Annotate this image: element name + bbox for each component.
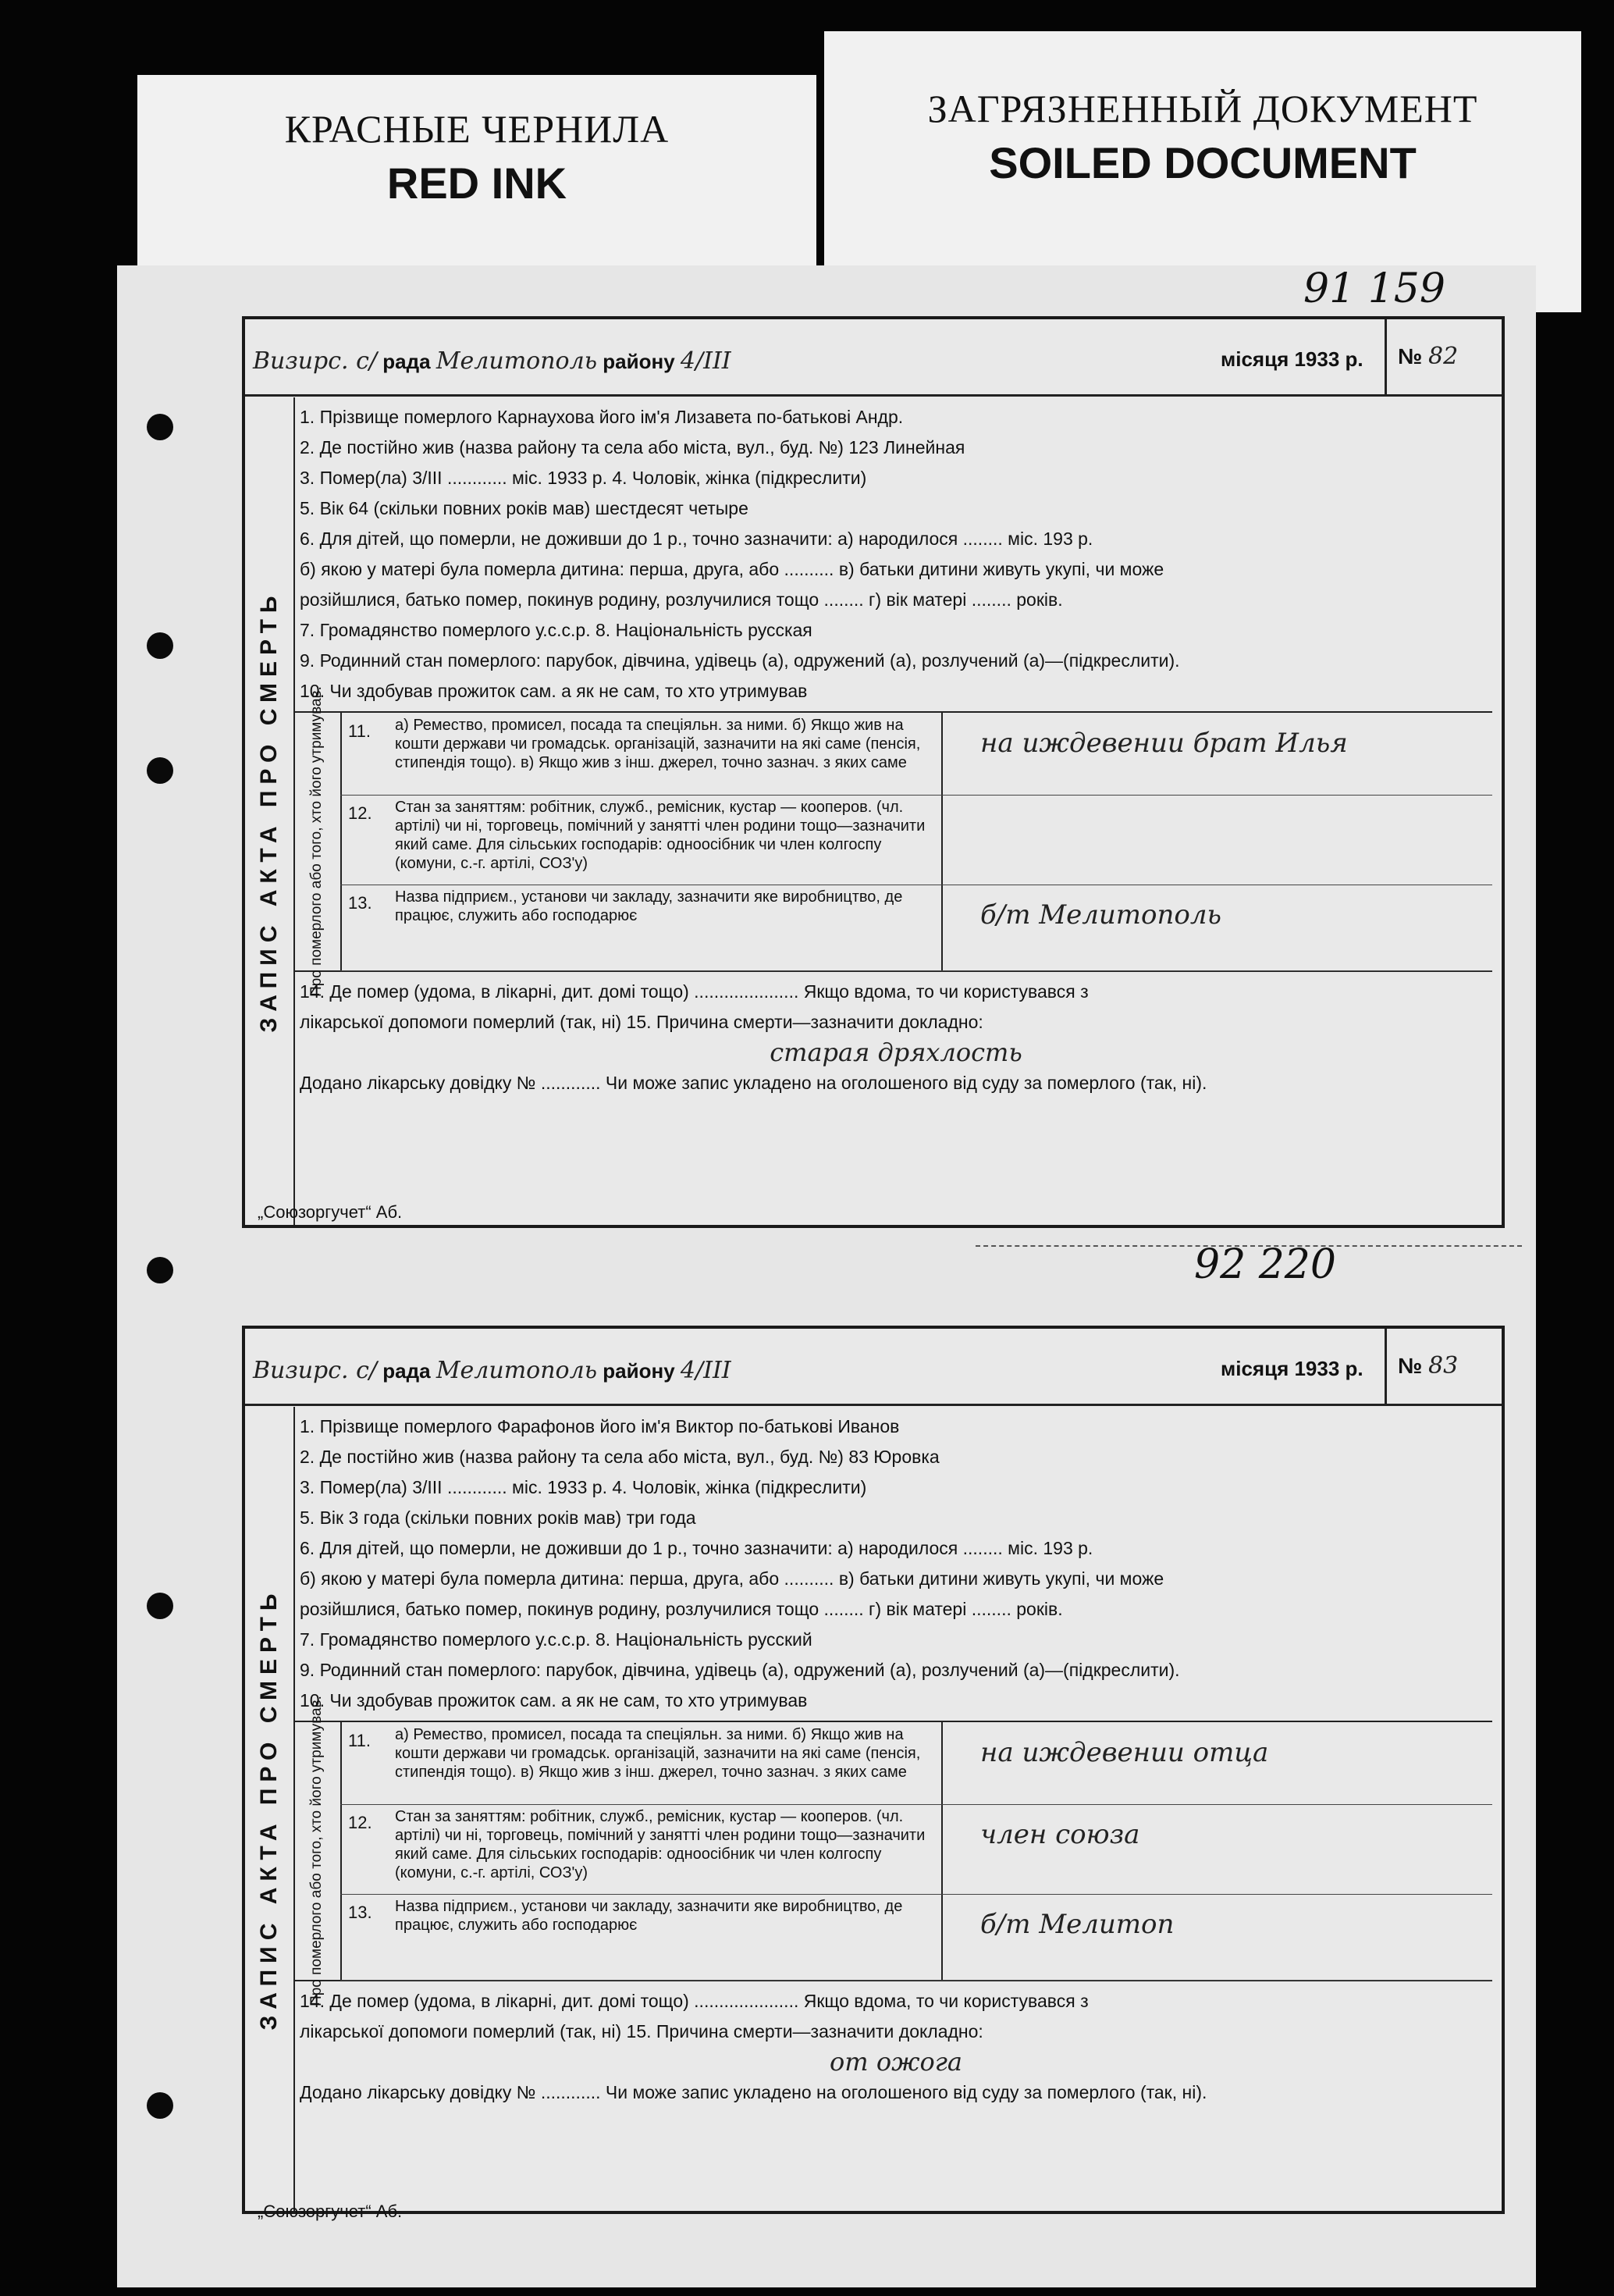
field-row: 14. Де помер (удома, в лікарні, дит. домі тощо) ..................... Якщо вдома, то чи користувався з [300,981,1089,1002]
death-record-2 [242,1326,1505,2214]
field-row: 6. Для дітей, що померли, не доживши до 1 р., точно зазначити: а) народилося ........ міс. 193 р. [300,1538,1093,1558]
field-row: лікарської допомоги померлий (так, ні) 15. Причина смерти—зазначити докладно: [300,1012,983,1032]
side-title-text: ЗАПИС АКТА ПРО СМЕРТЬ [256,589,282,1033]
field-row: 3. Помер(ла) 3/III ............ міс. 1933 р. 4. Чоловік, жінка (підкреслити) [300,468,867,488]
header-line [253,347,1363,375]
document-sheet [117,265,1536,2287]
red-ink-label-ru: КРАСНЫЕ ЧЕРНИЛА [284,107,670,151]
header-date: 4/III [680,347,731,375]
field-row: 6. Для дітей, що померли, не доживши до 1 р., точно зазначити: а) народилося ........ міс. 193 р. [300,529,1093,549]
field-row: 1. Прізвище померлого Карнаухова його ім'я Лизавета по-батькові Андр. [300,407,904,427]
printer-mark-1: „Союзоргучет“ Аб. [258,1202,403,1222]
occupation-number: 12. [348,803,372,823]
record-number-box [1385,319,1502,394]
field-row: 9. Родинний стан померлого: парубок, дівчина, удівець (а), одружений (а), розлучений (а)—(підкреслити). [300,1660,1180,1680]
record-number: 82 [1428,343,1459,370]
field-row: 10. Чи здобував прожиток сам. а як не сам, то хто утримував [300,1690,808,1710]
occupation-question: Назва підприєм., установи чи закладу, зазначити яке виробництво, де працює, служить або господарює [395,1898,903,1934]
field-row: 7. Громадянство померлого у.с.с.р. 8. Національність русский [300,1629,812,1650]
occupation-side-label [293,1696,342,2006]
archive-number-top: 91 159 [1303,265,1445,312]
occupation-number: 11. [348,1731,371,1750]
header-prefix: Визирс. с/ [253,347,378,375]
occupation-row [340,1894,1492,1981]
occupation-question: Стан за заняттям: робітник, служб., ремісник, кустар — кооперов. (чл. артілі) чи ні, торговець, помічний у занятті член родини тощо—зазначити який саме. Для сільських господарів: одноосібник чи член колгоспу (комуни, с.-г. артілі, СОЗ'у) [395,1808,926,1881]
punch-hole [147,757,173,784]
field-row: 5. Вік 3 года (скільки повних років мав) три года [300,1508,696,1528]
record-number: 83 [1428,1352,1459,1379]
occupation-row [340,1804,1492,1895]
field-row: 2. Де постійно жив (назва району та села або міста, вул., буд. №) 83 Юровка [300,1447,940,1467]
occupation-side-label [293,686,342,997]
record-header [245,319,1502,397]
soiled-document-label-en: SOILED DOCUMENT [989,138,1417,187]
side-title-text: ЗАПИС АКТА ПРО СМЕРТЬ [256,1587,282,2031]
occupation-row [340,885,1492,971]
archive-number-middle: 92 220 [1194,1241,1336,1288]
occupation-answer: б/т Мелитополь [980,899,1221,931]
field-row: 14. Де помер (удома, в лікарні, дит. домі тощо) ..................... Якщо вдома, то чи користувався з [300,1991,1089,2011]
occupation-row [340,795,1492,885]
field-row: лікарської допомоги померлий (так, ні) 15. Причина смерти—зазначити докладно: [300,2021,983,2041]
field-row: 1. Прізвище померлого Фарафонов його ім'я Виктор по-батькові Иванов [300,1416,900,1436]
occupation-question: Стан за заняттям: робітник, служб., ремісник, кустар — кооперов. (чл. артілі) чи ні, торговець, помічний у занятті член родини тощо—зазначити який саме. Для сільських господарів: одноосібник чи член колгоспу (комуни, с.-г. артілі, СОЗ'у) [395,799,926,872]
printer-mark-2: „Союзоргучет“ Аб. [258,2202,403,2221]
record-header [245,1329,1502,1406]
header-rada: рада [382,1359,431,1383]
field-row: б) якою у матері була померла дитина: перша, друга, або .......... в) батьки дитини живуть укупі, чи може [300,1568,1164,1589]
occupation-answer: член союза [980,1819,1140,1850]
occupation-number: 13. [348,893,372,913]
record-fields [300,402,1492,1098]
record-number-label: № [1398,344,1423,368]
field-row: 3. Помер(ла) 3/III ............ міс. 1933 р. 4. Чоловік, жінка (підкреслити) [300,1477,867,1497]
record-number-label: № [1398,1354,1423,1378]
header-rayon: району [603,1359,675,1383]
field-row: Додано лікарську довідку № ............ Чи може запис укладено на оголошеного від суду за померлого (так, ні). [300,2082,1207,2102]
field-row: 5. Вік 64 (скільки повних років мав) шестдесят четыре [300,498,748,518]
punch-hole [147,1257,173,1283]
header-date: 4/III [680,1357,731,1384]
occupation-row [340,1722,1492,1805]
occupation-question: а) Ремество, промисел, посада та спеціяльн. за ними. б) Якщо жив на кошти держави чи громадськ. організацій, зазначити на які саме (пенсія, стипендія тощо). в) Якщо жив з інш. джерел, точно зазнач. з яких саме [395,1726,921,1781]
record-number-box [1385,1329,1502,1404]
occupation-question: Назва підприєм., установи чи закладу, зазначити яке виробництво, де працює, служить або господарює [395,888,903,924]
header-line [253,1357,1363,1384]
field-row: 7. Громадянство померлого у.с.с.р. 8. Національність русская [300,620,812,640]
occupation-number: 11. [348,721,371,741]
punch-hole [147,1593,173,1619]
occupation-question: а) Ремество, промисел, посада та спеціяльн. за ними. б) Якщо жив на кошти держави чи громадськ. організацій, зазначити на які саме (пенсія, стипендія тощо). в) Якщо жив з інш. джерел, точно зазнач. з яких саме [395,717,921,771]
field-row: б) якою у матері була померла дитина: перша, друга, або .......... в) батьки дитини живуть укупі, чи може [300,559,1164,579]
occupation-answer: б/т Мелитоп [980,1909,1175,1940]
occupation-answer: на иждевении брат Илья [980,728,1348,759]
occupation-number: 12. [348,1813,372,1832]
side-title [245,1407,295,2211]
field-row: 10. Чи здобував прожиток сам. а як не сам, то хто утримував [300,681,808,701]
header-rada-value: Мелитополь [435,1357,598,1384]
field-row: розійшлися, батько помер, покинув родину, розлучилися тощо ........ г) вік матері ........ років. [300,1599,1063,1619]
record-fields [300,1411,1492,2108]
field-row: от ожога [830,2047,962,2077]
punch-hole [147,632,173,659]
header-month: місяця 1933 р. [1221,1357,1363,1380]
occupation-side-text: Про померлого або того, хто його утримував. [308,1696,325,2006]
header-month: місяця 1933 р. [1221,347,1363,371]
occupation-side-text: Про померлого або того, хто його утримував. [308,686,325,997]
field-row: Додано лікарську довідку № ............ Чи може запис укладено на оголошеного від суду за померлого (так, ні). [300,1073,1207,1093]
side-title [245,397,295,1225]
header-rada-value: Мелитополь [435,347,598,375]
punch-hole [147,414,173,440]
field-row: розійшлися, батько помер, покинув родину, розлучилися тощо ........ г) вік матері ........ років. [300,589,1063,610]
field-row: 2. Де постійно жив (назва району та села або міста, вул., буд. №) 123 Линейная [300,437,965,457]
punch-hole [147,2092,173,2119]
header-prefix: Визирс. с/ [253,1357,378,1384]
field-row: старая дряхлость [770,1038,1022,1067]
death-record-1 [242,316,1505,1228]
occupation-number: 13. [348,1903,372,1922]
header-rayon: району [603,350,675,373]
soiled-document-label-ru: ЗАГРЯЗНЕННЫЙ ДОКУМЕНТ [927,87,1478,130]
field-row: 9. Родинний стан померлого: парубок, дівчина, удівець (а), одружений (а), розлучений (а)—(підкреслити). [300,650,1180,671]
header-rada: рада [382,350,431,373]
red-ink-label-en: RED INK [386,158,567,208]
occupation-answer: на иждевении отца [980,1737,1269,1768]
occupation-row [340,713,1492,796]
